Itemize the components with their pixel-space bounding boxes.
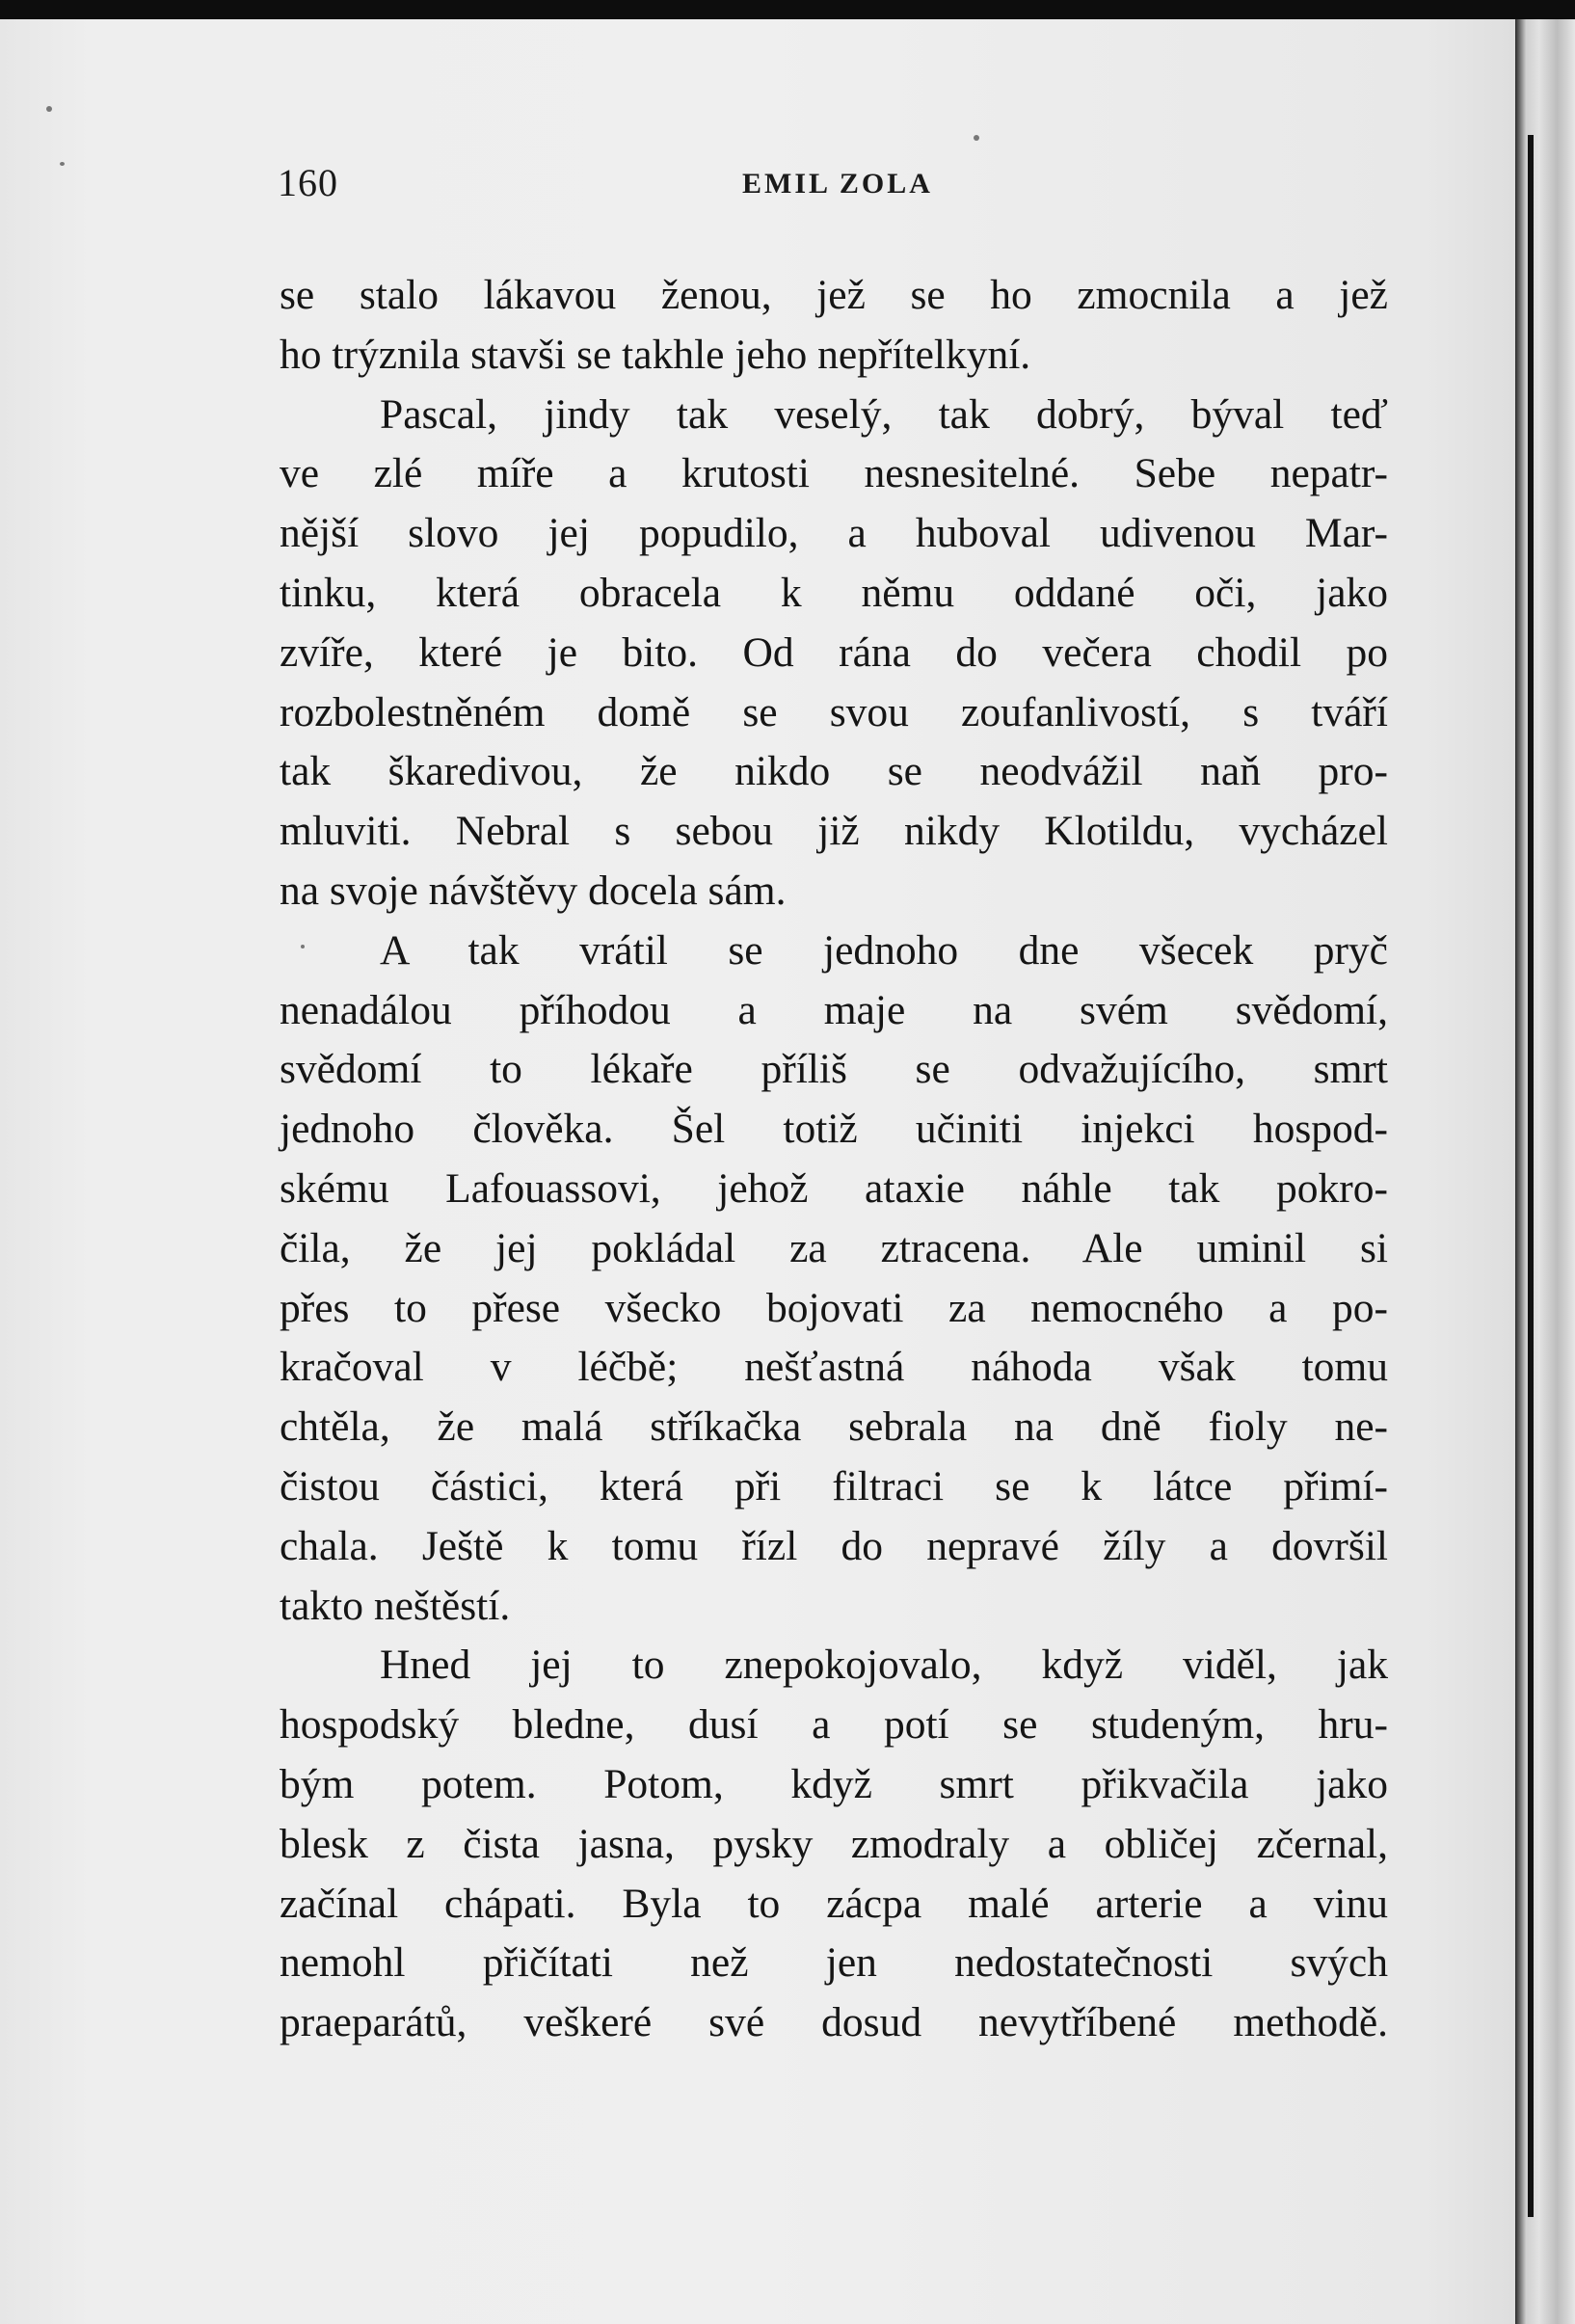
text-line: rozbolestněném domě se svou zoufanlivostí, s tváří [280, 688, 1388, 735]
page-speck [46, 106, 52, 112]
scan-top-border [0, 0, 1575, 21]
body-text [280, 266, 1388, 2053]
text-line: zvíře, které je bito. Od rána do večera chodil po [280, 628, 1388, 676]
text-line: Hned jej to znepokojovalo, když viděl, jak [380, 1642, 1388, 1689]
page-header [0, 160, 1515, 218]
text-line: chtěla, že malá stříkačka sebrala na dně fioly ne- [280, 1403, 1388, 1451]
text-line: mluviti. Nebral s sebou již nikdy Klotildu, vycházel [280, 808, 1388, 855]
text-line: praeparátů, veškeré své dosud nevytříbené methodě. [280, 1999, 1388, 2046]
text-line: se stalo lákavou ženou, jež se ho zmocnila a jež [280, 272, 1388, 318]
text-line: bým potem. Potom, když smrt přikvačila jako [280, 1760, 1388, 1807]
text-line: čila, že jej pokládal za ztracena. Ale uminil si [280, 1224, 1388, 1271]
text-line: kračoval v léčbě; nešťastná náhoda však tomu [280, 1344, 1388, 1391]
text-line: blesk z čista jasna, pysky zmodraly a obličej zčernal, [280, 1820, 1388, 1867]
text-line: jednoho člověka. Šel totiž učiniti injekci hospod- [280, 1106, 1388, 1153]
running-head: EMIL ZOLA [742, 168, 933, 200]
text-line: ve zlé míře a krutosti nesnesitelné. Sebe nepatr- [280, 450, 1388, 497]
text-line: Pascal, jindy tak veselý, tak dobrý, býval teď [380, 390, 1388, 438]
text-line: tinku, která obracela k němu oddané oči, jako [280, 569, 1388, 616]
binding-shadow [1528, 135, 1534, 2217]
text-line: svědomí to lékaře příliš se odvažujícího, smrt [280, 1046, 1388, 1093]
text-line: na svoje návštěvy docela sám. [280, 867, 787, 914]
text-line: hospodský bledne, dusí a potí se studeným, hru- [280, 1701, 1388, 1749]
text-line: přes to přese všecko bojovati za nemocného a po- [280, 1284, 1388, 1331]
text-line: A tak vrátil se jednoho dne všecek pryč [380, 926, 1388, 974]
page-number: 160 [278, 161, 338, 204]
text-line: nější slovo jej popudilo, a huboval udivenou Mar- [280, 510, 1388, 557]
page-edge [1515, 19, 1575, 2324]
text-line: skému Lafouassovi, jehož ataxie náhle tak pokro- [280, 1164, 1388, 1212]
text-line: začínal chápati. Byla to zácpa malé arterie a vinu [280, 1880, 1388, 1927]
text-line: takto neštěstí. [280, 1582, 511, 1629]
text-line: ho trýznila stavši se takhle jeho nepřítelkyní. [280, 331, 1031, 378]
text-line: nemohl přičítati než jen nedostatečnosti svých [280, 1939, 1388, 1987]
text-line: nenadálou příhodou a maje na svém svědomí, [280, 986, 1388, 1033]
text-line: chala. Ještě k tomu řízl do nepravé žíly a dovršil [280, 1522, 1388, 1569]
text-line: čistou částici, která při filtraci se k látce přimí- [280, 1462, 1388, 1509]
page-speck [974, 135, 979, 141]
text-line: tak škaredivou, že nikdo se neodvážil naň pro- [280, 748, 1388, 795]
